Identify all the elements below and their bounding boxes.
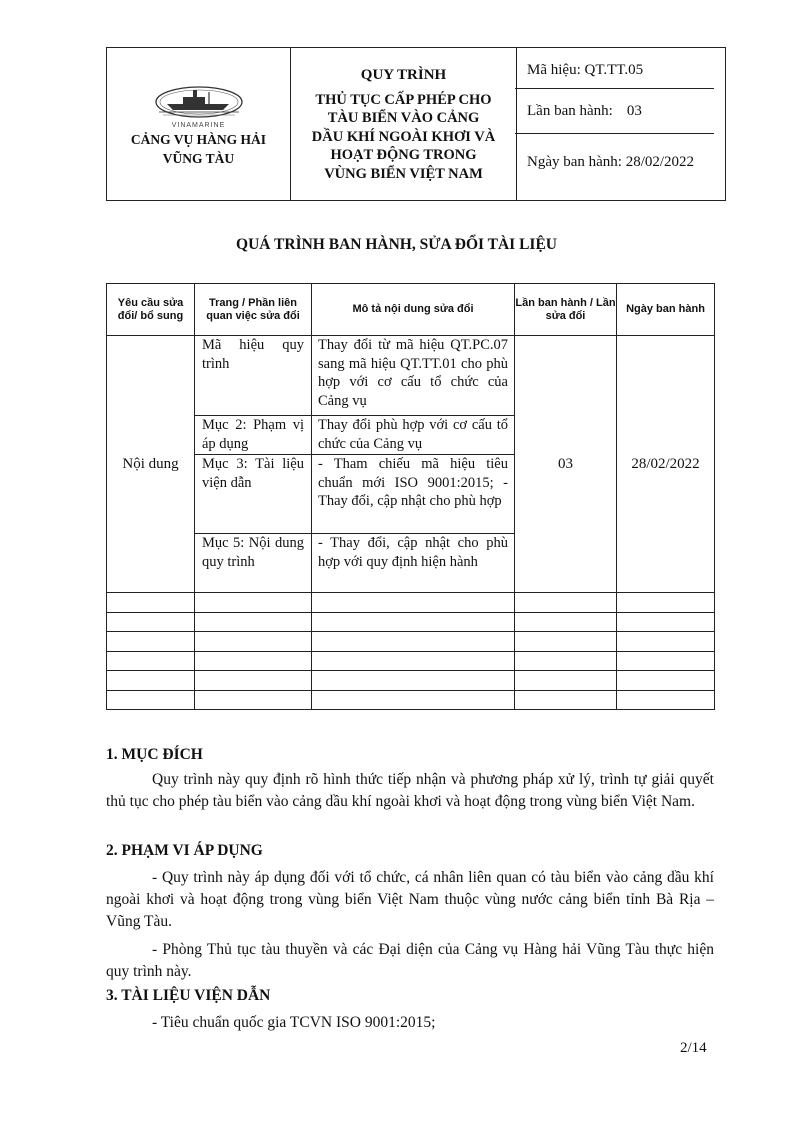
- empty-row: [107, 632, 715, 652]
- part-cell: Mục 5: Nội dung quy trình: [195, 534, 312, 593]
- logo-text: VINAMARINE: [171, 121, 226, 129]
- procedure-name-line: VÙNG BIỂN VIỆT NAM: [324, 165, 483, 182]
- table-header-row: [107, 284, 715, 336]
- empty-row: [107, 612, 715, 632]
- issue-value: 03: [626, 103, 642, 119]
- part-cell: Mục 3: Tài liệu viện dẫn: [195, 455, 312, 534]
- page-number: 2/14: [680, 1040, 707, 1056]
- section-paragraph: - Quy trình này áp dụng đối với tổ chức, cá nhân liên quan có tàu biển vào cảng dầu khí ngoài khơi và hoạt động trong vùng biển Việt Nam thuộc vùng nước cảng biển tỉnh Bà Rịa – Vũng Tàu.: [106, 869, 714, 930]
- vinamarine-logo: [153, 82, 245, 126]
- history-title: QUÁ TRÌNH BAN HÀNH, SỬA ĐỔI TÀI LIỆU: [236, 236, 557, 253]
- org-name-line1: CẢNG VỤ HÀNG HẢI: [130, 131, 267, 147]
- description-cell: Thay đổi phù hợp với cơ cấu tổ chức của Cảng vụ: [312, 416, 515, 455]
- procedure-title-cell: [291, 48, 517, 201]
- column-header: Yêu cầu sửa đổi/ bổ sung: [107, 284, 195, 336]
- column-header: Ngày ban hành: [617, 284, 715, 336]
- column-header: Trang / Phần liên quan việc sửa đổi: [195, 284, 312, 336]
- org-name-line2: VŨNG TÀU: [162, 150, 235, 166]
- description-cell: Thay đổi từ mã hiệu QT.PC.07 sang mã hiệu QT.TT.01 cho phù hợp với cơ cấu tổ chức của Cảng vụ: [312, 336, 515, 416]
- section-references: [106, 985, 714, 1034]
- section-scope: [106, 840, 714, 983]
- issue-label: Lần ban hành:: [527, 103, 613, 119]
- meta-divider: [515, 133, 714, 134]
- section-heading: 2. PHẠM VI ÁP DỤNG: [106, 842, 263, 859]
- empty-row: [107, 651, 715, 671]
- procedure-name-line: THỦ TỤC CẤP PHÉP CHO: [315, 91, 492, 108]
- procedure-name: [291, 91, 516, 184]
- meta-divider: [515, 88, 714, 89]
- empty-row: [107, 690, 715, 710]
- revision-table: [106, 283, 715, 710]
- column-header: Lần ban hành / Lần sửa đổi: [515, 284, 617, 336]
- section-heading: 1. MỤC ĐÍCH: [106, 746, 203, 763]
- org-cell: [107, 48, 291, 201]
- procedure-label: QUY TRÌNH: [360, 66, 447, 83]
- date-cell: 28/02/2022: [617, 336, 715, 593]
- table-row: [107, 336, 715, 416]
- procedure-name-line: HOẠT ĐỘNG TRONG: [330, 147, 477, 164]
- empty-row: [107, 671, 715, 691]
- empty-row: [107, 593, 715, 613]
- issue-date: Ngày ban hành: 28/02/2022: [527, 154, 695, 170]
- section-purpose: [106, 744, 714, 813]
- part-cell: Mã hiệu quy trình: [195, 336, 312, 416]
- section-heading: 3. TÀI LIỆU VIỆN DẪN: [106, 987, 271, 1004]
- column-header: Mô tả nội dung sửa đổi: [312, 284, 515, 336]
- document-code: Mã hiệu: QT.TT.05: [527, 62, 644, 78]
- section-paragraph: - Phòng Thủ tục tàu thuyền và các Đại diện của Cảng vụ Hàng hải Vũng Tàu thực hiện quy trình này.: [106, 941, 714, 980]
- procedure-name-line: TÀU BIỂN VÀO CẢNG: [327, 110, 480, 127]
- part-cell: Mục 2: Phạm vị áp dụng: [195, 416, 312, 455]
- description-cell: - Tham chiếu mã hiệu tiêu chuẩn mới ISO 9001:2015; - Thay đổi, cập nhật cho phù hợp: [312, 455, 515, 534]
- section-paragraph: - Tiêu chuẩn quốc gia TCVN ISO 9001:2015;: [152, 1014, 436, 1031]
- procedure-name-line: DẦU KHÍ NGOÀI KHƠI VÀ: [311, 128, 496, 145]
- request-cell: Nội dung: [107, 336, 195, 593]
- issue-number: [527, 101, 642, 121]
- issue-cell: 03: [515, 336, 617, 593]
- section-paragraph: Quy trình này quy định rõ hình thức tiếp nhận và phương pháp xử lý, trình tự giải quyết thủ tục cho phép tàu biển vào cảng dầu khí ngoài khơi và hoạt động trong vùng biển Việt Nam.: [106, 771, 714, 810]
- description-cell: - Thay đổi, cập nhật cho phù hợp với quy định hiện hành: [312, 534, 515, 593]
